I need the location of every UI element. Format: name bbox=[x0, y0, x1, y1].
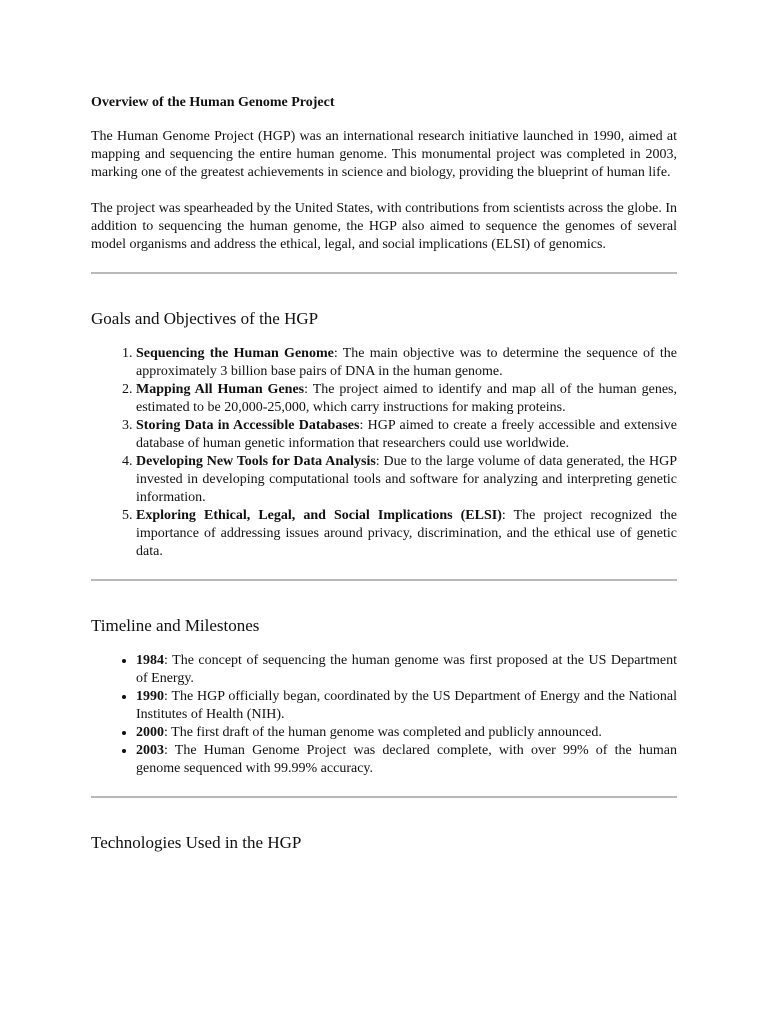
section-divider bbox=[91, 579, 677, 581]
goal-term: Sequencing the Human Genome bbox=[136, 346, 334, 361]
timeline-list bbox=[91, 652, 677, 778]
goal-text: : HGP aimed to create a freely accessible and extensive database of human genetic information that researchers could use worldwide. bbox=[136, 418, 677, 451]
technologies-heading: Technologies Used in the HGP bbox=[91, 833, 302, 852]
timeline-item bbox=[136, 688, 677, 724]
goal-text: : The project recognized the importance of addressing issues around privacy, discrimination, and the ethical use of genetic data. bbox=[136, 508, 677, 559]
timeline-text: : The Human Genome Project was declared complete, with over 99% of the human genome sequenced with 99.99% accuracy. bbox=[136, 743, 677, 776]
timeline-text: : The HGP officially began, coordinated by the US Department of Energy and the National Institutes of Health (NIH). bbox=[136, 689, 677, 722]
document-page bbox=[91, 92, 677, 869]
goal-item bbox=[136, 381, 677, 417]
goal-term: Exploring Ethical, Legal, and Social Implications (ELSI) bbox=[136, 508, 502, 523]
timeline-item bbox=[136, 724, 677, 742]
section-divider bbox=[91, 272, 677, 274]
timeline-text: : The concept of sequencing the human genome was first proposed at the US Department of Energy. bbox=[136, 653, 677, 686]
goal-item bbox=[136, 507, 677, 561]
goal-term: Developing New Tools for Data Analysis bbox=[136, 454, 376, 469]
goal-item bbox=[136, 417, 677, 453]
overview-paragraph-1: The Human Genome Project (HGP) was an international research initiative launched in 1990, aimed at mapping and sequencing the entire human genome. This monumental project was completed in 2003, marking one of the greatest achievements in science and biology, providing the blueprint of human life. bbox=[91, 129, 677, 180]
goal-term: Storing Data in Accessible Databases bbox=[136, 418, 360, 433]
overview-paragraph-2: The project was spearheaded by the United States, with contributions from scientists across the globe. In addition to sequencing the human genome, the HGP also aimed to sequence the genomes of several model organisms and address the ethical, legal, and social implications (ELSI) of genomics. bbox=[91, 201, 677, 252]
goals-heading: Goals and Objectives of the HGP bbox=[91, 309, 319, 328]
timeline-year: 2003 bbox=[136, 743, 164, 758]
timeline-item bbox=[136, 742, 677, 778]
goal-item bbox=[136, 453, 677, 507]
timeline-year: 1984 bbox=[136, 653, 164, 668]
goal-item bbox=[136, 345, 677, 381]
goal-text: : Due to the large volume of data generated, the HGP invested in developing computational tools and software for analyzing and interpreting genetic information. bbox=[136, 454, 677, 505]
section-divider bbox=[91, 796, 677, 798]
goal-text: : The project aimed to identify and map all of the human genes, estimated to be 20,000-25,000, which carry instructions for making proteins. bbox=[136, 382, 677, 415]
timeline-heading: Timeline and Milestones bbox=[91, 616, 260, 635]
goal-text: : The main objective was to determine the sequence of the approximately 3 billion base pairs of DNA in the human genome. bbox=[136, 346, 678, 379]
timeline-year: 2000 bbox=[136, 725, 164, 740]
goals-list bbox=[91, 345, 677, 561]
timeline-year: 1990 bbox=[136, 689, 164, 704]
goal-term: Mapping All Human Genes bbox=[136, 382, 305, 397]
document-title: Overview of the Human Genome Project bbox=[91, 95, 335, 110]
timeline-text: : The first draft of the human genome was completed and publicly announced. bbox=[164, 725, 602, 740]
timeline-item bbox=[136, 652, 677, 688]
